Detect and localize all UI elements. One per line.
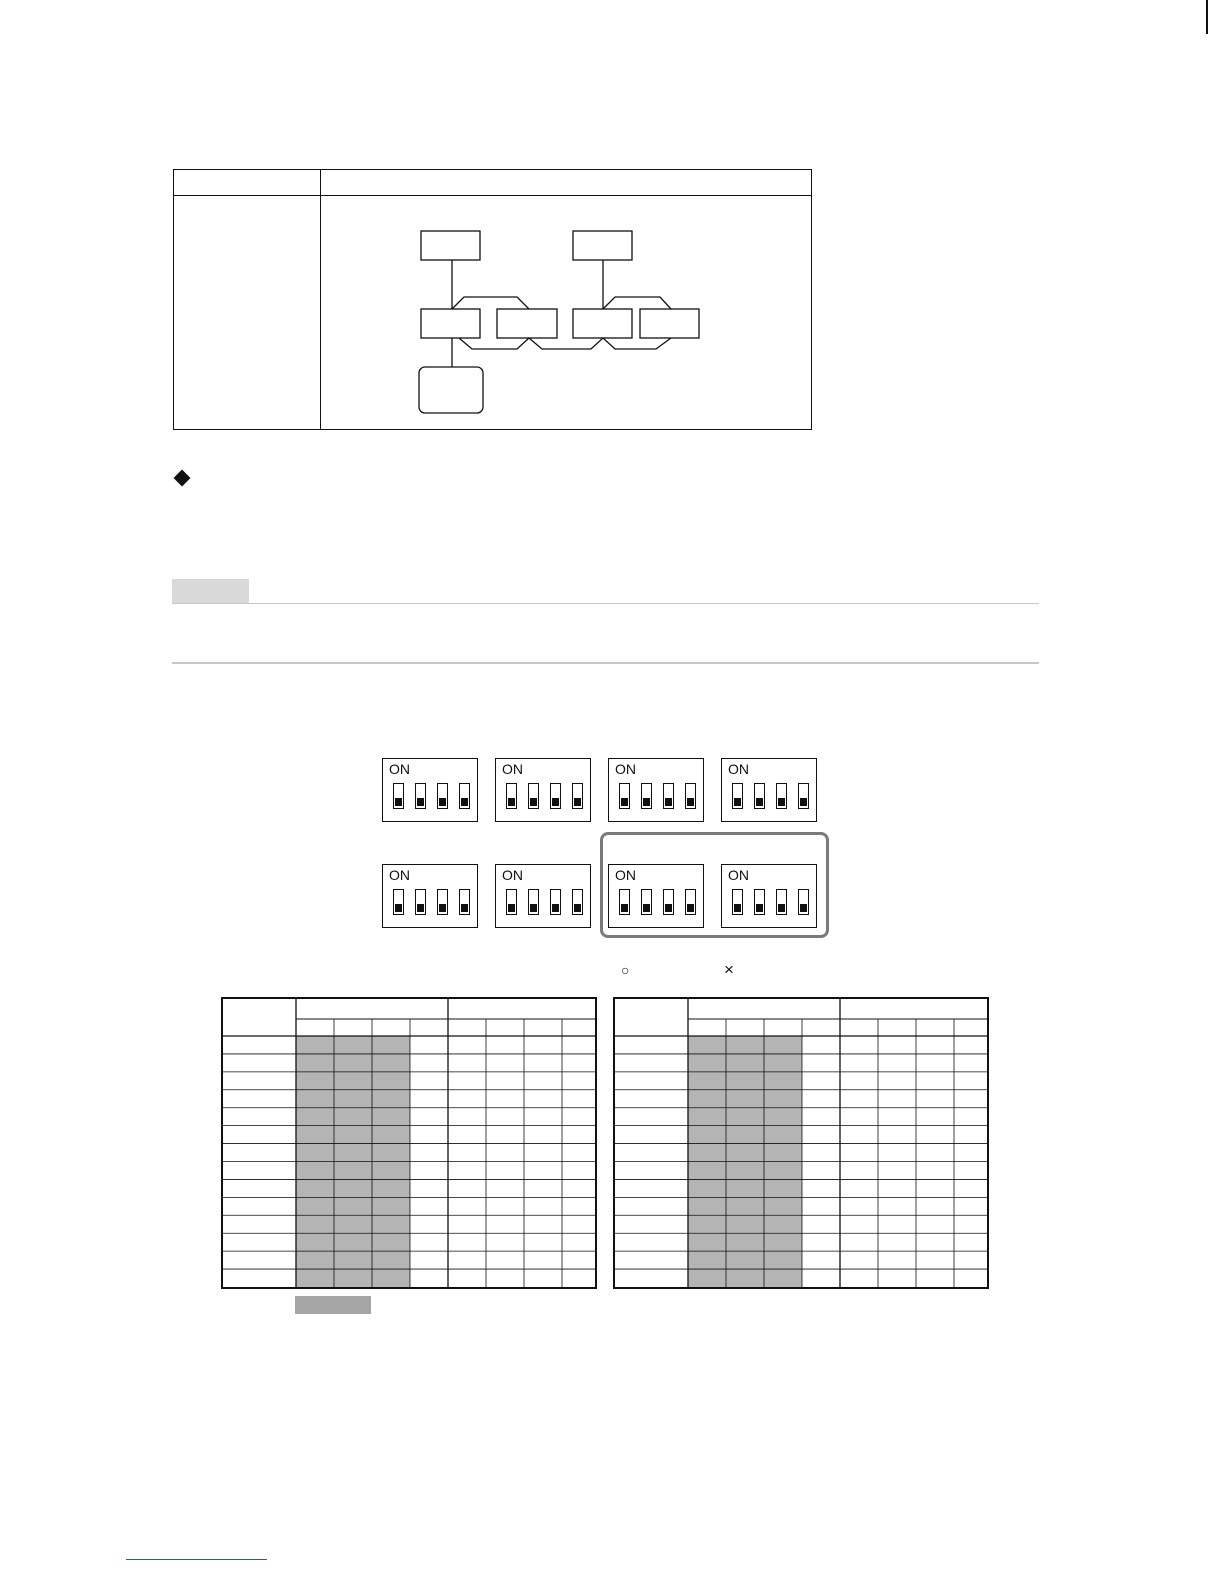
shaded-cell (334, 1108, 372, 1126)
dip-switch-knob (395, 798, 402, 806)
dip-switch-knob (574, 904, 581, 912)
dip-switch[interactable] (754, 889, 765, 915)
dip-on-label: ON (728, 867, 749, 883)
shaded-cell (296, 1054, 334, 1072)
shaded-cell (688, 1126, 726, 1144)
shaded-cell (726, 1179, 764, 1197)
dip-switch-knob (778, 798, 785, 806)
system-config-table (173, 169, 812, 430)
dip-on-label: ON (615, 867, 636, 883)
shaded-cell (726, 1233, 764, 1251)
shaded-cell (726, 1269, 764, 1287)
shaded-cell (296, 1126, 334, 1144)
shaded-cell (688, 1179, 726, 1197)
shaded-cell (372, 1215, 410, 1233)
shaded-cell (372, 1269, 410, 1287)
shaded-cell (296, 1036, 334, 1054)
shaded-cell (372, 1054, 410, 1072)
dip-switch[interactable] (732, 783, 743, 809)
shaded-cell (764, 1233, 802, 1251)
dip-switch[interactable] (776, 783, 787, 809)
dip-switch[interactable] (437, 783, 448, 809)
shaded-cell (296, 1179, 334, 1197)
dip-switch[interactable] (685, 783, 696, 809)
dip-switch[interactable] (663, 783, 674, 809)
dip-switch[interactable] (506, 889, 517, 915)
shaded-cell (296, 1090, 334, 1108)
shaded-cell (334, 1179, 372, 1197)
dip-switch-block (382, 864, 478, 928)
dip-switch[interactable] (685, 889, 696, 915)
shaded-cell (334, 1036, 372, 1054)
dip-switch-knob (800, 904, 807, 912)
unit-box-3 (573, 309, 632, 338)
dip-switch[interactable] (415, 889, 426, 915)
shaded-cell (688, 1215, 726, 1233)
dip-switch-knob (508, 798, 515, 806)
shaded-cell (688, 1162, 726, 1180)
shaded-cell (688, 1251, 726, 1269)
dip-on-label: ON (502, 867, 523, 883)
shaded-cell (688, 1072, 726, 1090)
shaded-cell (296, 1144, 334, 1162)
dip-switch[interactable] (798, 783, 809, 809)
shaded-cell (372, 1197, 410, 1215)
dip-switch-knob (508, 904, 515, 912)
legend-available-symbol: ○ (621, 962, 630, 978)
dip-switch[interactable] (641, 783, 652, 809)
dip-switch-knob (778, 904, 785, 912)
dip-switch[interactable] (459, 783, 470, 809)
dip-switch-knob (530, 904, 537, 912)
dip-switch[interactable] (528, 889, 539, 915)
dip-switch-knob (461, 798, 468, 806)
shaded-cell (296, 1269, 334, 1287)
shaded-cell (688, 1233, 726, 1251)
dip-switch-knob (734, 904, 741, 912)
shaded-cell (726, 1108, 764, 1126)
shaded-cell (372, 1090, 410, 1108)
dip-switch[interactable] (393, 783, 404, 809)
shaded-cell (334, 1269, 372, 1287)
dip-switch[interactable] (619, 889, 630, 915)
dip-on-label: ON (389, 867, 410, 883)
shaded-cell (372, 1072, 410, 1090)
dip-switch-knob (461, 904, 468, 912)
dip-switch-block (608, 864, 704, 928)
dip-switch-knob (552, 798, 559, 806)
dip-switch[interactable] (663, 889, 674, 915)
shaded-cell (372, 1251, 410, 1269)
dip-on-label: ON (615, 761, 636, 777)
dip-on-label: ON (389, 761, 410, 777)
unit-box-1 (421, 309, 480, 338)
dip-switch[interactable] (393, 889, 404, 915)
shaded-cell (334, 1197, 372, 1215)
shaded-cell (764, 1072, 802, 1090)
dip-switch-block (721, 864, 817, 928)
dip-switch[interactable] (415, 783, 426, 809)
note-rule-top (172, 603, 1039, 604)
dip-switch[interactable] (754, 783, 765, 809)
shaded-cell (726, 1054, 764, 1072)
dip-switch-knob (395, 904, 402, 912)
shaded-cell (764, 1054, 802, 1072)
dip-switch-block (721, 758, 817, 822)
address-table-left (221, 997, 597, 1289)
address-table-right (613, 997, 989, 1289)
shaded-cell (372, 1126, 410, 1144)
shaded-cell (296, 1072, 334, 1090)
bus-wire (452, 297, 529, 309)
dip-on-label: ON (728, 761, 749, 777)
dip-switch[interactable] (550, 783, 561, 809)
shaded-cell (764, 1126, 802, 1144)
address-grid-left (223, 999, 599, 1291)
shaded-cell (688, 1054, 726, 1072)
shaded-cell (296, 1251, 334, 1269)
dip-switch-knob (439, 904, 446, 912)
dip-switch[interactable] (776, 889, 787, 915)
shaded-cell (764, 1251, 802, 1269)
shaded-cell (726, 1144, 764, 1162)
dip-switch-knob (643, 904, 650, 912)
shaded-cell (296, 1215, 334, 1233)
bus-wire (603, 297, 671, 309)
dip-switch-block (495, 758, 591, 822)
dip-switch-block (382, 758, 478, 822)
dip-switch-knob (439, 798, 446, 806)
shaded-cell (688, 1108, 726, 1126)
legend-unavailable-symbol: × (724, 960, 734, 979)
shaded-cell (296, 1233, 334, 1251)
dip-switch[interactable] (437, 889, 448, 915)
footer-link-underline (126, 1559, 267, 1560)
dip-switch[interactable] (572, 889, 583, 915)
dip-switch[interactable] (550, 889, 561, 915)
dip-switch[interactable] (798, 889, 809, 915)
dip-switch[interactable] (528, 783, 539, 809)
unit-box-2 (497, 309, 557, 338)
dip-switch-knob (756, 904, 763, 912)
note-tab (172, 579, 249, 603)
dip-switch-knob (530, 798, 537, 806)
shaded-cell (334, 1126, 372, 1144)
shaded-cell (726, 1072, 764, 1090)
shaded-cell (372, 1036, 410, 1054)
shaded-cell (726, 1126, 764, 1144)
shaded-cell (372, 1162, 410, 1180)
dip-switch-knob (687, 798, 694, 806)
shaded-cell (726, 1090, 764, 1108)
dip-switch-knob (665, 904, 672, 912)
shaded-cell (764, 1197, 802, 1215)
dip-switch-knob (574, 798, 581, 806)
dip-switch-block (495, 864, 591, 928)
unit-box-4 (640, 309, 699, 338)
top-margin-rule (1206, 0, 1208, 34)
dip-on-label: ON (502, 761, 523, 777)
dip-switch-knob (734, 798, 741, 806)
dip-switch-knob (665, 798, 672, 806)
shaded-cell (726, 1251, 764, 1269)
shaded-cell (334, 1054, 372, 1072)
shaded-cell (334, 1072, 372, 1090)
dip-switch[interactable] (506, 783, 517, 809)
controller-box (419, 367, 483, 413)
shaded-cell (334, 1233, 372, 1251)
dip-switch[interactable] (459, 889, 470, 915)
dip-switch-knob (417, 798, 424, 806)
shaded-cell (372, 1108, 410, 1126)
shaded-cell (334, 1162, 372, 1180)
dip-switch-knob (621, 798, 628, 806)
dip-switch[interactable] (619, 783, 630, 809)
shaded-cell (372, 1179, 410, 1197)
dip-switch-knob (417, 904, 424, 912)
shaded-cell (688, 1197, 726, 1215)
shaded-cell (764, 1215, 802, 1233)
shaded-cell (764, 1144, 802, 1162)
shaded-cell (334, 1215, 372, 1233)
shaded-cell (726, 1197, 764, 1215)
dip-switch-knob (621, 904, 628, 912)
shaded-cell (764, 1179, 802, 1197)
shaded-cell (334, 1090, 372, 1108)
shaded-cell (688, 1036, 726, 1054)
shaded-legend-swatch (295, 1296, 371, 1314)
address-grid-right (615, 999, 991, 1291)
shaded-cell (334, 1144, 372, 1162)
dip-switch-knob (687, 904, 694, 912)
shaded-cell (726, 1162, 764, 1180)
bus-wire (459, 338, 671, 349)
dip-switch[interactable] (641, 889, 652, 915)
dip-switch-knob (756, 798, 763, 806)
shaded-cell (296, 1197, 334, 1215)
dip-switch[interactable] (732, 889, 743, 915)
diamond-bullet-icon (174, 470, 191, 487)
dip-switch[interactable] (572, 783, 583, 809)
shaded-cell (688, 1269, 726, 1287)
dip-switch-knob (552, 904, 559, 912)
note-rule-bottom (172, 662, 1039, 664)
unit-box-top-left (421, 231, 480, 260)
shaded-cell (372, 1144, 410, 1162)
shaded-cell (764, 1090, 802, 1108)
shaded-cell (764, 1108, 802, 1126)
shaded-cell (764, 1036, 802, 1054)
shaded-cell (334, 1251, 372, 1269)
shaded-cell (726, 1215, 764, 1233)
dip-switch-block (608, 758, 704, 822)
unit-box-top-right (573, 231, 632, 260)
dip-switch-knob (800, 798, 807, 806)
shaded-cell (764, 1269, 802, 1287)
shaded-cell (764, 1162, 802, 1180)
wiring-diagram (174, 170, 813, 431)
shaded-cell (296, 1108, 334, 1126)
dip-switch-knob (643, 798, 650, 806)
shaded-cell (372, 1233, 410, 1251)
shaded-cell (726, 1036, 764, 1054)
shaded-cell (688, 1090, 726, 1108)
shaded-cell (688, 1144, 726, 1162)
shaded-cell (296, 1162, 334, 1180)
